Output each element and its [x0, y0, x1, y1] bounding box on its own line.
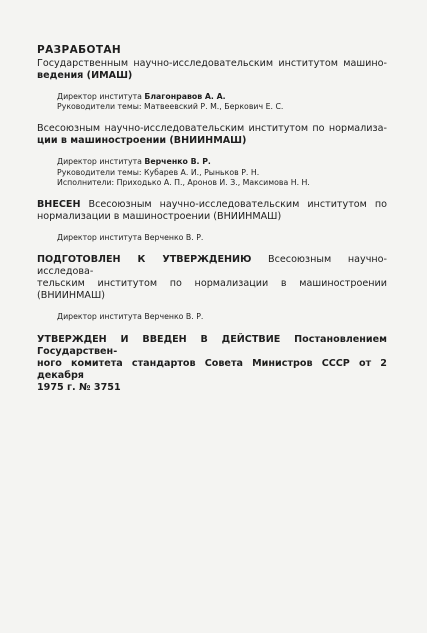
section-prepared-for-approval [37, 254, 387, 322]
text-line [37, 254, 387, 278]
person-row [57, 233, 387, 243]
section-approved [37, 334, 387, 394]
text-line: нормализации в машиностроении (ВНИИНМАШ) [37, 211, 282, 223]
people-list [37, 312, 387, 322]
person-row [57, 157, 387, 167]
person-name: Благонравов А. А. [144, 92, 226, 101]
text-line: ции в машиностроении (ВНИИНМАШ) [37, 135, 247, 147]
person-row [57, 102, 387, 112]
section-lead: ВНЕСЕН [37, 199, 81, 211]
text-line: тельским институтом по нормализации в машиностроении [37, 278, 387, 290]
person-role: Руководители темы: [57, 167, 142, 177]
person-row [57, 168, 387, 178]
section-text [37, 123, 387, 147]
section-text [37, 254, 387, 302]
person-role: Директор института [57, 92, 142, 101]
text-run: Всесоюзным научно-исследовательским институтом по [88, 199, 387, 211]
text-line [37, 334, 387, 358]
person-row [57, 312, 387, 322]
text-line: 1975 г. № 3751 [37, 382, 121, 394]
text-line: (ВНИИНМАШ) [37, 290, 105, 302]
person-role: Директор института [57, 312, 142, 322]
person-name: Приходько А. П., Аронов И. З., Максимова Н. Н. [116, 177, 310, 187]
section-lead: ПОДГОТОВЛЕН К УТВЕРЖДЕНИЮ [37, 254, 252, 266]
text-line: ведения (ИМАШ) [37, 70, 133, 81]
people-list [37, 233, 387, 243]
person-name: Верченко В. Р. [144, 233, 204, 243]
section-lead: УТВЕРЖДЕН И ВВЕДЕН В ДЕЙСТВИЕ [37, 334, 281, 346]
person-name: Верченко В. Р. [144, 312, 204, 322]
person-row [57, 92, 387, 102]
section-heading: РАЗРАБОТАН [37, 44, 122, 56]
section-text [37, 58, 387, 82]
person-role: Директор института [57, 233, 142, 243]
section-introduced-by [37, 199, 387, 243]
text-line: Всесоюзным научно-исследовательским институтом по нормализа- [37, 123, 387, 135]
person-row [57, 178, 387, 188]
section-co-developer [37, 123, 387, 188]
text-line: Государственным научно-исследовательским институтом машино- [37, 58, 387, 69]
people-list [37, 92, 387, 112]
person-role: Директор института [57, 157, 142, 167]
person-name: Кубарев А. И., Рыньков Р. Н. [143, 167, 260, 177]
text-run: Постановлением Государствен- [37, 334, 388, 358]
people-list [37, 157, 387, 188]
person-role: Исполнители: [57, 177, 115, 187]
person-name: Верченко В. Р. [144, 157, 211, 167]
section-text [37, 334, 387, 394]
text-line: ного комитета стандартов Совета Министров СССР от 2 декабря [37, 358, 387, 382]
section-text [37, 199, 387, 223]
person-role: Руководители темы: [57, 102, 142, 112]
person-name: Матвеевский Р. М., Беркович Е. С. [143, 102, 284, 112]
text-run: Всесоюзным научно-исследова- [37, 254, 387, 278]
section-developed-by [37, 44, 387, 112]
text-line [37, 199, 387, 211]
